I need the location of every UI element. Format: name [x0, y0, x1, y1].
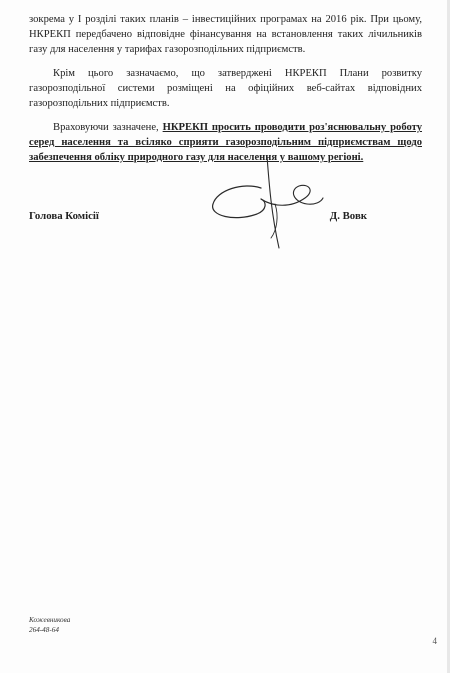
- page-number: 4: [432, 636, 437, 646]
- signatory-name: Д. Вовк: [329, 210, 367, 222]
- request-intro: Враховуючи зазначене,: [53, 122, 163, 133]
- executor-name: Кожевникова: [29, 616, 71, 624]
- signatory-position: Голова Комісії: [29, 210, 99, 222]
- body-paragraph-plans: Крім цього зазначаємо, що затверджені НКРЕКП Плани розвитку газорозподільної системи розміщені на офіційних веб-сайтах відповідних газорозподільних підприємств.: [29, 68, 422, 109]
- body-paragraph-continuation: зокрема у І розділі таких планів – інвестиційних програмах на 2016 рік. При цьому, НКРЕКП передбачено відповідне фінансування на встановлення таких лічильників газу для населення у тарифах газорозподільних підприємств.: [29, 14, 422, 55]
- handwritten-signature: [205, 152, 325, 252]
- executor-note: [29, 615, 70, 635]
- letter-body: [29, 12, 422, 174]
- signature-line: [29, 210, 422, 230]
- executor-phone: 264-48-64: [29, 626, 59, 634]
- request-emphasis: НКРЕКП просить проводити роз'яснювальну роботу серед населення та всіляко сприяти газорозподільним підприємствам щодо забезпечення обліку природного газу для населення у вашому регіоні.: [29, 122, 422, 163]
